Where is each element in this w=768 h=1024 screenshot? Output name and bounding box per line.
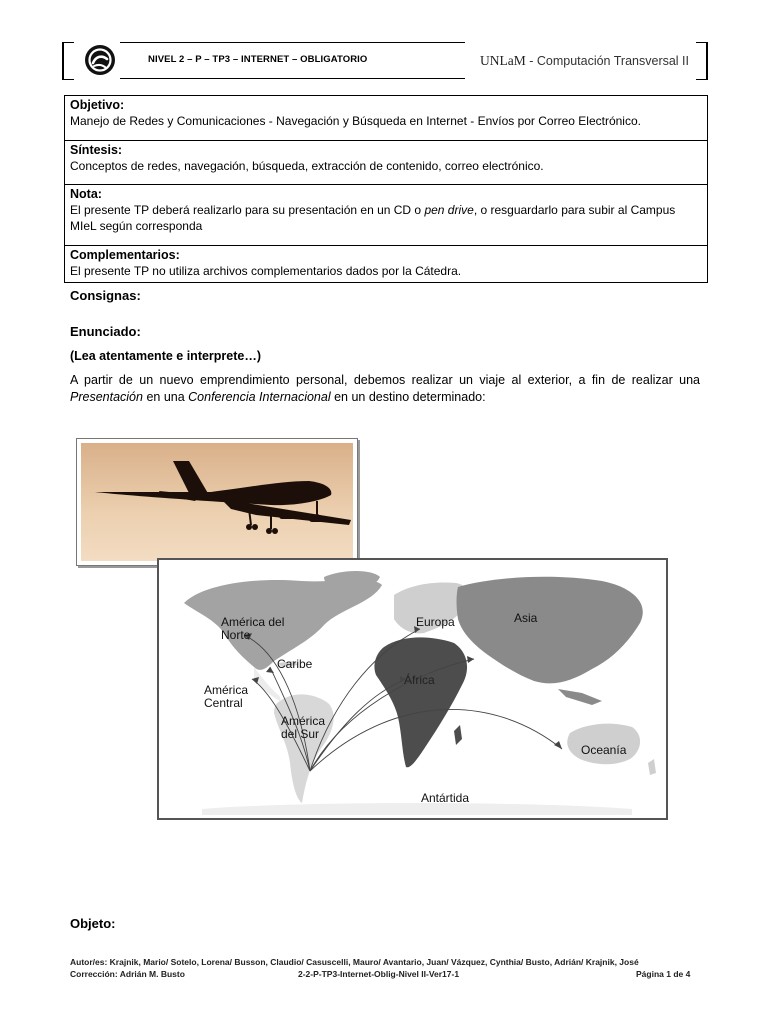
complementarios-label: Complementarios: <box>70 248 180 262</box>
nota-text <box>70 202 702 234</box>
header-title: NIVEL 2 – P – TP3 – INTERNET – OBLIGATORIO <box>148 54 368 65</box>
complementarios-text: El presente TP no utiliza archivos complementarios dados por la Cátedra. <box>70 264 462 278</box>
header-org <box>480 53 689 69</box>
objetivo-row <box>65 96 707 141</box>
para-c: en un destino determinado: <box>330 390 486 404</box>
footer-correccion: Corrección: Adrián M. Busto <box>70 969 185 979</box>
label-africa: África <box>404 673 435 687</box>
label-caribe: Caribe <box>277 657 313 671</box>
nota-text-em: pen drive <box>424 203 474 217</box>
header-frame-right <box>696 42 708 80</box>
para-em2: Conferencia Internacional <box>188 390 331 404</box>
header-line-top <box>120 42 465 43</box>
org-name: UNLaM <box>480 53 526 68</box>
info-table <box>64 95 708 283</box>
para-a: A partir de un nuevo emprendimiento personal, debemos realizar un viaje al exterior, a fin de realizar una <box>70 373 700 387</box>
para-b: en una <box>142 390 189 404</box>
objeto-heading: Objeto: <box>70 916 116 931</box>
nota-text-b: , o resguardarlo para subir al Campus MIeL según corresponda <box>70 203 676 233</box>
header-line-bottom <box>120 78 465 79</box>
airplane-photo <box>81 443 353 561</box>
label-america-sur: América del Sur <box>281 714 326 741</box>
footer-doc-code: 2-2-P-TP3-Internet-Oblig-Nivel II-Ver17-1 <box>298 969 460 979</box>
footer-page: Página 1 de 4 <box>636 969 691 979</box>
org-subtitle: - Computación Transversal II <box>525 54 690 68</box>
label-europa: Europa <box>416 615 455 629</box>
footer-autores: Autor/es: Krajnik, Mario/ Sotelo, Lorena/ Busson, Claudio/ Casuscelli, Mauro/ Avantario, Juan/ Vázquez, Cynthia/ Busto, Adrián/ Krajnik, José <box>70 957 639 967</box>
airplane-image <box>76 438 358 566</box>
unlam-logo-icon <box>84 44 116 76</box>
world-map <box>157 558 668 820</box>
lea-note: (Lea atentamente e interprete…) <box>70 349 262 363</box>
label-america-central: América Central <box>204 683 249 710</box>
label-america-norte: América del Norte <box>221 615 285 642</box>
intro-paragraph <box>70 372 700 406</box>
consignas-heading: Consignas: <box>70 288 141 303</box>
header-frame-left <box>62 42 74 80</box>
label-oceania: Oceanía <box>581 743 627 757</box>
nota-row <box>65 185 707 246</box>
complementarios-row <box>65 246 707 282</box>
objetivo-text: Manejo de Redes y Comunicaciones - Navegación y Búsqueda en Internet - Envíos por Correo Electrónico. <box>70 114 641 128</box>
nota-text-a: El presente TP deberá realizarlo para su presentación en un CD o <box>70 203 425 217</box>
label-asia: Asia <box>514 611 538 625</box>
sintesis-label: Síntesis: <box>70 143 123 157</box>
objetivo-label: Objetivo: <box>70 98 125 112</box>
enunciado-heading: Enunciado: <box>70 324 141 339</box>
nota-label: Nota: <box>70 187 102 201</box>
label-antartida: Antártida <box>421 791 470 805</box>
sintesis-row <box>65 141 707 185</box>
para-em1: Presentación <box>70 390 143 404</box>
sintesis-text: Conceptos de redes, navegación, búsqueda, extracción de contenido, correo electrónico. <box>70 159 544 173</box>
